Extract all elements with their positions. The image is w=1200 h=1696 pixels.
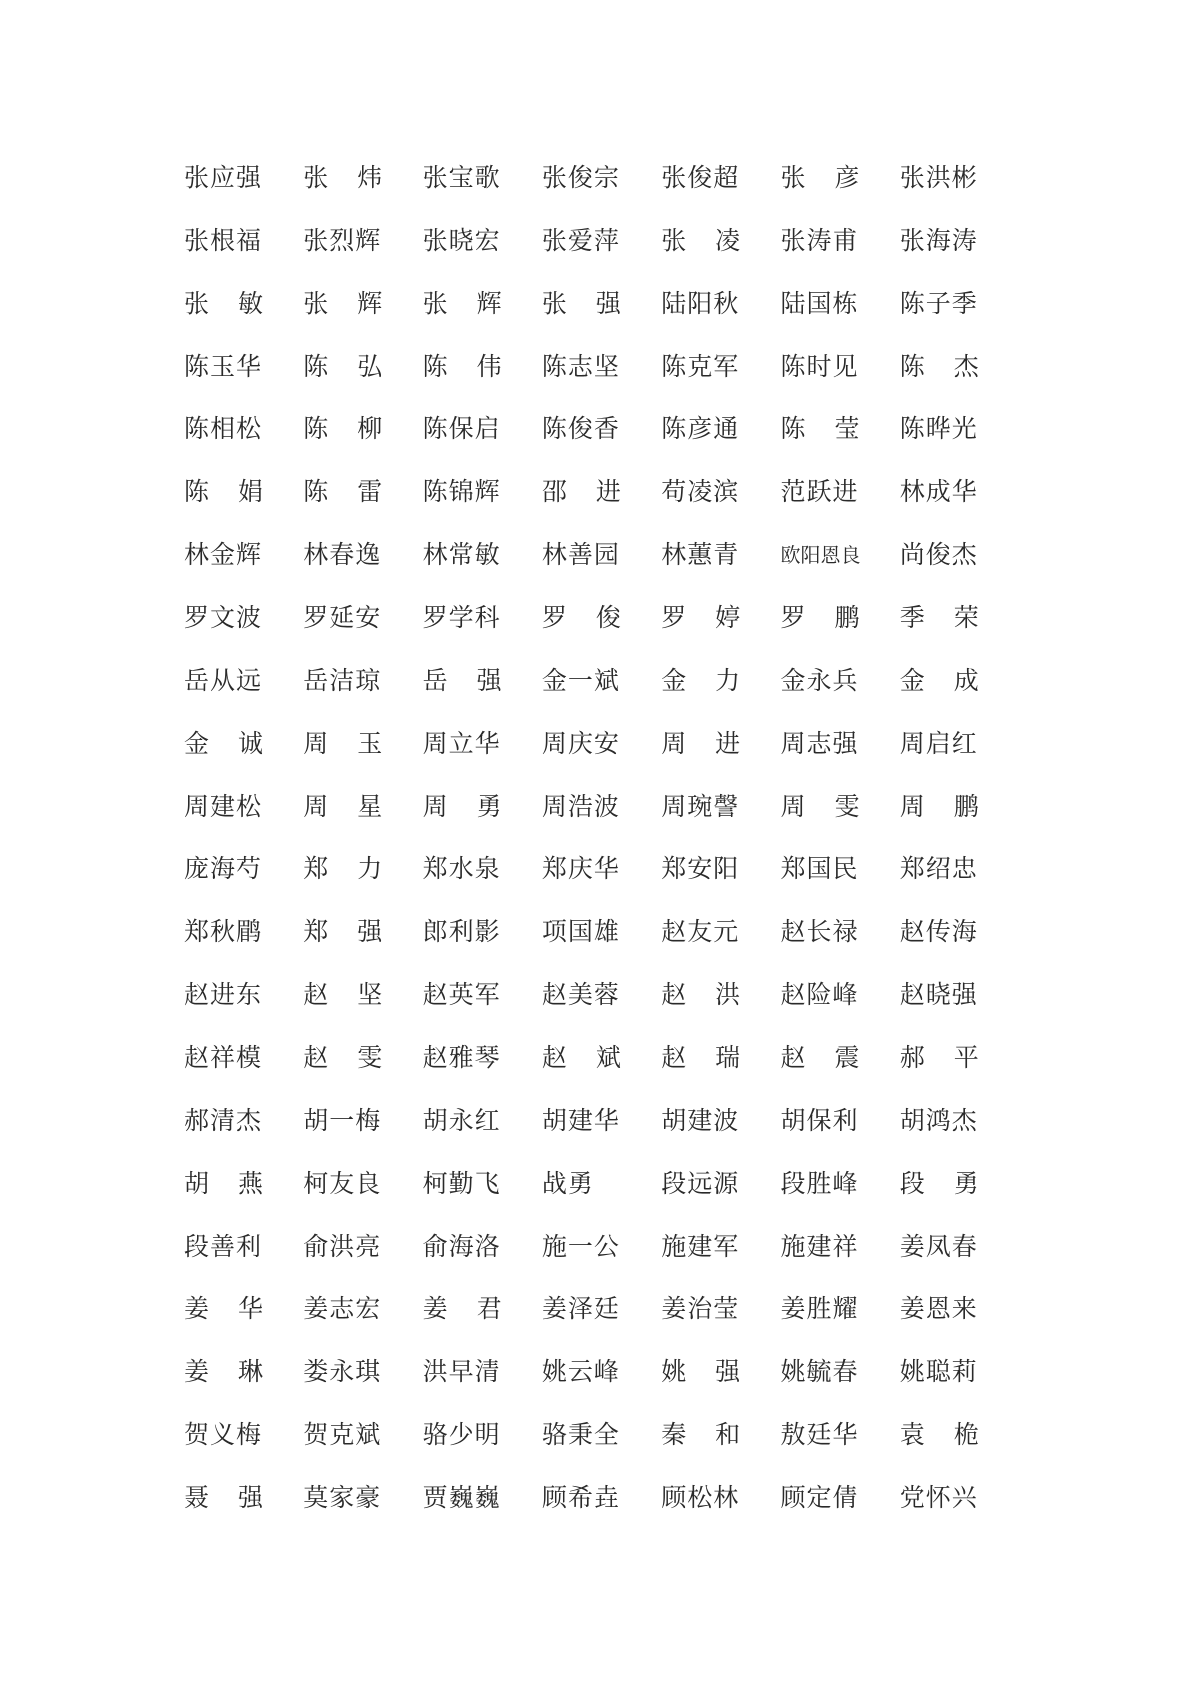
name-entry: 郑庆华	[541, 854, 620, 884]
name-entry: 胡一梅	[303, 1105, 382, 1135]
name-entry: 张 彦	[780, 163, 861, 192]
name-entry: 罗 鹏	[780, 603, 861, 633]
name-entry: 娄永琪	[303, 1357, 382, 1387]
name-entry: 骆秉全	[541, 1420, 620, 1450]
name-entry: 战勇	[541, 1168, 594, 1198]
name-row	[184, 792, 984, 855]
name-entry: 张 辉	[422, 288, 503, 318]
name-entry: 赵险峰	[780, 980, 859, 1010]
name-entry: 陈锦辉	[422, 477, 501, 507]
name-entry: 金一斌	[541, 665, 620, 695]
name-entry: 张 炜	[303, 163, 384, 192]
name-list-grid	[184, 163, 984, 1546]
name-entry: 庞海芍	[184, 854, 263, 884]
name-entry: 陈子季	[899, 288, 978, 318]
name-entry: 陈 娟	[184, 477, 264, 507]
name-row	[184, 917, 984, 980]
name-entry: 岳从远	[184, 665, 263, 695]
name-entry: 段胜峰	[780, 1168, 859, 1198]
name-entry: 陈彦通	[661, 414, 740, 444]
name-entry: 赵 斌	[541, 1043, 622, 1073]
name-row	[184, 163, 984, 226]
name-entry: 莫家豪	[303, 1483, 382, 1513]
name-entry: 贺克斌	[303, 1420, 382, 1450]
name-entry: 岳洁琼	[303, 665, 382, 695]
name-entry: 尚俊杰	[899, 540, 978, 570]
name-entry: 金 成	[899, 665, 980, 695]
name-entry: 胡 燕	[184, 1168, 264, 1198]
name-entry: 郑绍忠	[899, 854, 978, 884]
name-entry: 张爱萍	[541, 225, 620, 255]
name-entry: 姜 君	[422, 1294, 503, 1324]
name-entry: 周建松	[184, 791, 263, 821]
name-entry: 林成华	[899, 477, 978, 507]
name-entry: 姚聪莉	[899, 1357, 978, 1387]
name-entry: 胡保利	[780, 1105, 859, 1135]
name-entry: 赵英军	[422, 980, 501, 1010]
name-entry: 贺义梅	[184, 1420, 263, 1450]
name-entry: 项国雄	[541, 917, 620, 947]
name-entry: 陈克军	[661, 351, 740, 381]
name-entry: 赵 雯	[303, 1043, 384, 1073]
name-entry: 姜凤春	[899, 1231, 978, 1261]
name-entry: 施一公	[541, 1231, 620, 1261]
name-entry: 陆国栋	[780, 288, 859, 318]
name-entry: 姜治莹	[661, 1294, 740, 1324]
name-entry: 赵 瑞	[661, 1043, 742, 1073]
name-entry: 赵传海	[899, 917, 978, 947]
name-entry: 张晓宏	[422, 225, 501, 255]
name-entry: 陈 莹	[780, 414, 861, 444]
name-entry: 林常敏	[422, 540, 501, 570]
name-entry: 张根福	[184, 225, 263, 255]
name-entry: 周 玉	[303, 728, 384, 758]
name-entry: 周 星	[303, 791, 384, 821]
name-entry: 敖廷华	[780, 1420, 859, 1450]
name-entry: 陈 弘	[303, 351, 384, 381]
name-entry: 胡建波	[661, 1105, 740, 1135]
name-entry: 范跃进	[780, 477, 859, 507]
name-entry: 郑安阳	[661, 854, 740, 884]
name-entry: 贾巍巍	[422, 1483, 501, 1513]
name-entry: 周 雯	[780, 791, 861, 821]
name-row	[184, 1043, 984, 1106]
name-entry: 段远源	[661, 1168, 740, 1198]
name-entry: 林善园	[541, 540, 620, 570]
name-entry: 赵祥模	[184, 1043, 263, 1073]
name-entry: 周志强	[780, 728, 859, 758]
name-entry: 陈保启	[422, 414, 501, 444]
name-entry: 周 进	[661, 728, 742, 758]
name-entry: 罗 婷	[661, 603, 742, 633]
name-entry: 周 勇	[422, 791, 503, 821]
name-entry: 陈玉华	[184, 351, 263, 381]
name-entry: 郝 平	[899, 1043, 980, 1073]
name-entry: 赵 洪	[661, 980, 742, 1010]
name-entry: 党怀兴	[899, 1483, 978, 1513]
name-entry: 岳 强	[422, 665, 503, 695]
name-entry: 金永兵	[780, 665, 859, 695]
name-entry: 张涛甫	[780, 225, 859, 255]
name-entry: 赵雅琴	[422, 1043, 501, 1073]
name-entry: 赵 坚	[303, 980, 384, 1010]
name-entry: 姜胜耀	[780, 1294, 859, 1324]
name-entry: 罗 俊	[541, 603, 622, 633]
name-entry: 姚毓春	[780, 1357, 859, 1387]
name-entry: 周浩波	[541, 791, 620, 821]
name-entry: 周启红	[899, 728, 978, 758]
name-entry: 陈相松	[184, 414, 263, 444]
name-entry: 周琬謦	[661, 791, 740, 821]
name-row	[184, 729, 984, 792]
name-row	[184, 1232, 984, 1295]
name-entry: 姜 华	[184, 1294, 264, 1324]
name-entry: 骆少明	[422, 1420, 501, 1450]
name-entry: 姜志宏	[303, 1294, 382, 1324]
name-entry: 郑 力	[303, 854, 384, 884]
name-row	[184, 980, 984, 1043]
name-entry: 张海涛	[899, 225, 978, 255]
name-entry: 赵 震	[780, 1043, 861, 1073]
name-entry: 陈俊香	[541, 414, 620, 444]
name-entry: 欧阳恩良	[780, 543, 861, 568]
name-entry: 张 敏	[184, 288, 264, 318]
name-entry: 郎利影	[422, 917, 501, 947]
name-entry: 张俊超	[661, 163, 740, 192]
name-entry: 赵进东	[184, 980, 263, 1010]
name-entry: 施建军	[661, 1231, 740, 1261]
name-entry: 聂 强	[184, 1483, 264, 1513]
name-entry: 柯友良	[303, 1168, 382, 1198]
name-entry: 林蕙青	[661, 540, 740, 570]
name-entry: 罗延安	[303, 603, 382, 633]
name-entry: 姜恩来	[899, 1294, 978, 1324]
name-row	[184, 477, 984, 540]
name-row	[184, 289, 984, 352]
name-entry: 周庆安	[541, 728, 620, 758]
name-entry: 罗文波	[184, 603, 263, 633]
name-entry: 顾定倩	[780, 1483, 859, 1513]
name-entry: 陈 杰	[899, 351, 980, 381]
name-row	[184, 666, 984, 729]
name-entry: 姚云峰	[541, 1357, 620, 1387]
name-entry: 袁 桅	[899, 1420, 980, 1450]
name-entry: 季 荣	[899, 603, 980, 633]
name-entry: 施建祥	[780, 1231, 859, 1261]
name-entry: 周 鹏	[899, 791, 980, 821]
name-entry: 胡鸿杰	[899, 1105, 978, 1135]
name-entry: 金 力	[661, 665, 742, 695]
name-entry: 赵友元	[661, 917, 740, 947]
name-entry: 张洪彬	[899, 163, 978, 192]
name-row	[184, 603, 984, 666]
name-entry: 苟凌滨	[661, 477, 740, 507]
name-entry: 段 勇	[899, 1168, 980, 1198]
name-entry: 段善利	[184, 1231, 263, 1261]
name-entry: 林春逸	[303, 540, 382, 570]
name-entry: 赵晓强	[899, 980, 978, 1010]
name-entry: 陈时见	[780, 351, 859, 381]
name-entry: 陆阳秋	[661, 288, 740, 318]
name-entry: 林金辉	[184, 540, 263, 570]
name-entry: 俞海洛	[422, 1231, 501, 1261]
name-entry: 赵长禄	[780, 917, 859, 947]
name-entry: 姜泽廷	[541, 1294, 620, 1324]
name-entry: 张烈辉	[303, 225, 382, 255]
name-entry: 陈 伟	[422, 351, 503, 381]
name-row	[184, 1420, 984, 1483]
name-entry: 张应强	[184, 163, 263, 192]
name-entry: 胡建华	[541, 1105, 620, 1135]
name-entry: 姜 琳	[184, 1357, 264, 1387]
name-entry: 邵 进	[541, 477, 622, 507]
name-entry: 张俊宗	[541, 163, 620, 192]
name-entry: 陈晔光	[899, 414, 978, 444]
name-entry: 郑国民	[780, 854, 859, 884]
name-entry: 秦 和	[661, 1420, 742, 1450]
name-row	[184, 1106, 984, 1169]
name-entry: 胡永红	[422, 1105, 501, 1135]
name-entry: 张 凌	[661, 225, 742, 255]
name-entry: 陈 雷	[303, 477, 384, 507]
name-entry: 郑水泉	[422, 854, 501, 884]
name-entry: 周立华	[422, 728, 501, 758]
name-row	[184, 414, 984, 477]
name-row	[184, 1169, 984, 1232]
name-row	[184, 1357, 984, 1420]
name-row	[184, 226, 984, 289]
name-row	[184, 352, 984, 415]
name-row	[184, 1294, 984, 1357]
name-entry: 郑 强	[303, 917, 384, 947]
name-entry: 姚 强	[661, 1357, 742, 1387]
name-entry: 俞洪亮	[303, 1231, 382, 1261]
name-entry: 洪早清	[422, 1357, 501, 1387]
name-entry: 张宝歌	[422, 163, 501, 192]
name-row	[184, 540, 984, 603]
name-entry: 罗学科	[422, 603, 501, 633]
name-entry: 顾希垚	[541, 1483, 620, 1513]
name-entry: 张 辉	[303, 288, 384, 318]
name-entry: 金 诚	[184, 728, 264, 758]
name-entry: 张 强	[541, 288, 622, 318]
name-entry: 顾松林	[661, 1483, 740, 1513]
name-entry: 郑秋鹛	[184, 917, 263, 947]
name-entry: 陈 柳	[303, 414, 384, 444]
name-entry: 赵美蓉	[541, 980, 620, 1010]
name-entry: 柯勤飞	[422, 1168, 501, 1198]
name-row	[184, 1483, 984, 1546]
name-row	[184, 854, 984, 917]
name-entry: 陈志坚	[541, 351, 620, 381]
name-entry: 郝清杰	[184, 1105, 263, 1135]
